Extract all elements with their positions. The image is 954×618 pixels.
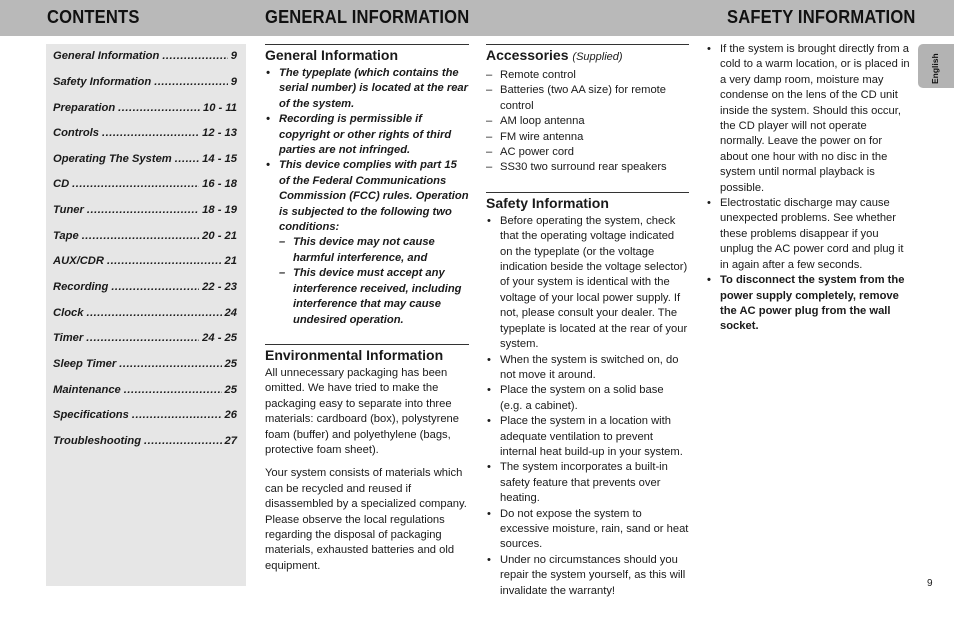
list-item: • Place the system in a location with adequate ventilation to prevent internal heat build-up in your system. (486, 414, 689, 460)
accessories-title: Accessories (Supplied) (486, 44, 689, 66)
toc-item[interactable]: Sleep Timer ..... 25 (53, 358, 237, 370)
list-item: • Recording is permissible if copyright or other rights of third parties are not infringed. (265, 112, 469, 158)
general-information-title: General Information (265, 44, 469, 64)
list-item: – Batteries (two AA size) for remote control (486, 83, 689, 114)
toc-item[interactable]: Maintenance ..... 25 (53, 384, 237, 396)
list-item: – This device must accept any interference received, including interference that may cause undesired operation. (279, 266, 469, 328)
list-item: • When the system is switched on, do not move it around. (486, 353, 689, 384)
safety-continued-column (706, 42, 910, 335)
list-item: – AC power cord (486, 145, 689, 160)
toc-item[interactable]: General Information ..... 9 (53, 50, 237, 62)
list-item: – AM loop antenna (486, 114, 689, 129)
general-column (265, 44, 469, 574)
list-item: • Do not expose the system to excessive moisture, rain, sand or heat sources. (486, 507, 689, 553)
list-item: • Place the system on a solid base (e.g. a cabinet). (486, 383, 689, 414)
language-tab (918, 44, 954, 88)
list-item: – SS30 two surround rear speakers (486, 160, 689, 175)
toc-item[interactable]: Safety Information ..... 9 (53, 76, 237, 88)
table-of-contents (46, 44, 246, 586)
general-information-list (265, 66, 469, 328)
toc-item[interactable]: Timer ..... 24 - 25 (53, 332, 237, 344)
list-item: • The system incorporates a built-in safety feature that prevents over heating. (486, 460, 689, 506)
general-information-heading: GENERAL INFORMATION (265, 7, 470, 27)
accessories-list (486, 68, 689, 176)
environmental-paragraph: All unnecessary packaging has been omitted. We have tried to make the packaging easy to separate into three materials: cardboard (box), polystyrene foam (buffer) and polyethylene (bags, protective foam sheet). (265, 366, 460, 456)
list-item: • Electrostatic discharge may cause unexpected problems. See whether these problems disappear if you unplug the AC power cord and plug it in again after a few seconds. (706, 196, 910, 273)
list-item: • If the system is brought directly from a cold to a warm location, or is placed in a very damp room, moisture may condense on the lens of the CD unit inside the system. Should this occur, the CD player will not operate normally. Leave the power on for about one hour with no disc in the system until normal playback is possible. (706, 42, 910, 196)
list-item: – FM wire antenna (486, 130, 689, 145)
safety-list (486, 214, 689, 599)
toc-item[interactable]: Operating The System ..... 14 - 15 (53, 153, 237, 165)
language-tab-label: English (930, 53, 940, 84)
list-item: • This device complies with part 15 of the Federal Communications Commission (FCC) rules. Operation is subjected to the following two conditions: – This device may not cause harmful interference, and – This device must accept any interference received, including interference that may cause undesired operation. (265, 158, 469, 327)
toc-item[interactable]: Recording ..... 22 - 23 (53, 281, 237, 293)
list-item: • Before operating the system, check that the operating voltage indicated on the typeplate (or the voltage indication beside the voltage selector) of your system is identical with the voltage of your local power supply. If not, please consult your dealer. The typeplate is located at the rear of your system. (486, 214, 689, 353)
toc-item[interactable]: Specifications ..... 26 (53, 409, 237, 421)
list-item: – Remote control (486, 68, 689, 83)
contents-heading: CONTENTS (47, 7, 140, 27)
safety-information-heading: SAFETY INFORMATION (727, 7, 916, 27)
conditions-list (279, 235, 469, 327)
toc-item[interactable]: CD ..... 16 - 18 (53, 178, 237, 190)
toc-item[interactable]: Preparation ..... 10 - 11 (53, 102, 237, 114)
list-item: • Under no circumstances should you repair the system yourself, as this will invalidate the warranty! (486, 553, 689, 599)
list-item: – This device may not cause harmful interference, and (279, 235, 469, 266)
page-number: 9 (927, 578, 933, 589)
safety-continued-list (706, 42, 910, 335)
toc-item[interactable]: Tape ..... 20 - 21 (53, 230, 237, 242)
list-item: • To disconnect the system from the power supply completely, remove the AC power plug from the wall socket. (706, 273, 910, 335)
toc-item[interactable]: Clock ..... 24 (53, 307, 237, 319)
environmental-paragraph: Your system consists of materials which can be recycled and reused if disassembled by a specialized company. Please observe the local regulations regarding the disposal of packaging materials, exhausted batteries and old equipment. (265, 467, 467, 572)
toc-item[interactable]: AUX/CDR ..... 21 (53, 255, 237, 267)
safety-information-title: Safety Information (486, 192, 689, 212)
toc-item[interactable]: Troubleshooting ..... 27 (53, 435, 237, 447)
toc-item[interactable]: Tuner ..... 18 - 19 (53, 204, 237, 216)
environmental-information-title: Environmental Information (265, 344, 469, 364)
list-item: • The typeplate (which contains the serial number) is located at the rear of the system. (265, 66, 469, 112)
toc-item[interactable]: Controls ..... 12 - 13 (53, 127, 237, 139)
header-bar (0, 0, 954, 36)
accessories-safety-column (486, 44, 689, 599)
